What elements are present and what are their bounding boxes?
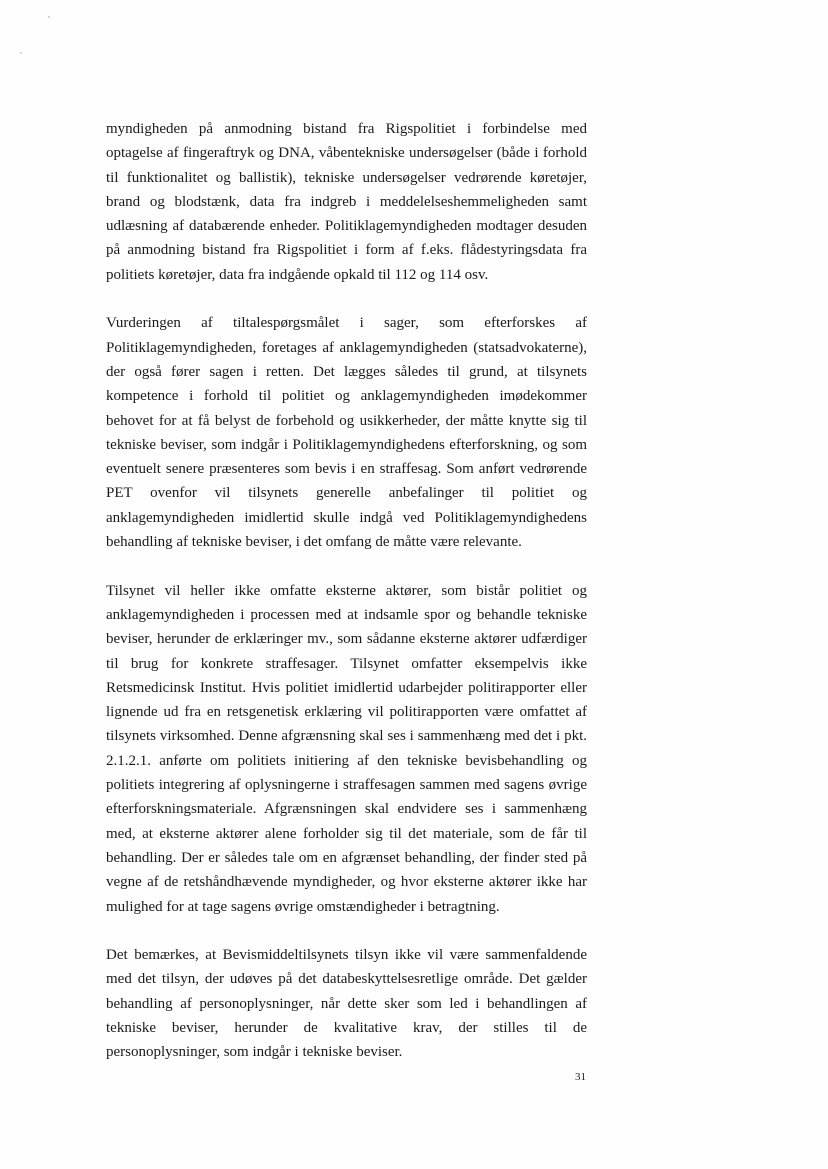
paragraph: Det bemærkes, at Bevismiddeltilsynets tilsyn ikke vil være sammenfaldende med det tilsyn, der udøves på det databeskyttelsesretlige område. Det gælder behandling af personoplysninger, når dette sker som led i behandlingen af tekniske beviser, herunder de kvalitative krav, der stilles til de personoplysninger, som indgår i tekniske beviser. (106, 947, 587, 1061)
paragraph: Vurderingen af tiltalespørgsmålet i sager, som efterforskes af Politiklagemyndigheden, foretages af anklagemyndigheden (statsadvokaterne), der også fører sagen i retten. Det lægges således til grund, at tilsynets kompetence i forhold til politiet og anklagemyndigheden imødekommer behovet for at få belyst de forbehold og usikkerheder, der måtte knytte sig til tekniske beviser, som indgår i Politiklagemyndighedens efterforskning, og som eventuelt senere præsenteres som bevis i en straffesag. Som anført vedrørende PET ovenfor vil tilsynets generelle anbefalinger til politiet og anklagemyndigheden imidlertid skulle indgå ved Politiklagemyndighedens behandling af tekniske beviser, i det omfang de måtte være relevante. (106, 315, 587, 551)
page-number: 31 (575, 1071, 586, 1083)
paragraph: myndigheden på anmodning bistand fra Rigspolitiet i forbindelse med optagelse af fingeraftryk og DNA, våbentekniske undersøgelser (både i forhold til funktionalitet og ballistik), tekniske undersøgelser vedrørende køretøjer, brand og blodstænk, data fra indgreb i meddelelseshemmeligheden samt udlæsning af databærende enheder. Politiklagemyndigheden modtager desuden på anmodning bistand fra Rigspolitiet i form af f.eks. flådestyringsdata fra politiets køretøjer, data fra indgående opkald til 112 og 114 osv. (106, 121, 587, 283)
scan-speck (48, 16, 50, 18)
scan-speck (20, 52, 22, 54)
body-text (106, 117, 587, 1089)
paragraph: Tilsynet vil heller ikke omfatte eksterne aktører, som bistår politiet og anklagemyndigheden i processen med at indsamle spor og behandle tekniske beviser, herunder de erklæringer mv., som sådanne eksterne aktører udfærdiger til brug for konkrete straffesager. Tilsynet omfatter eksempelvis ikke Retsmedicinsk Institut. Hvis politiet imidlertid udarbejder politirapporter eller lignende ud fra en retsgenetisk erklæring vil politirapporten være omfattet af tilsynets virksomhed. Denne afgrænsning skal ses i sammenhæng med det i pkt. 2.1.2.1. anførte om politiets initiering af den tekniske bevisbehandling og politiets integrering af oplysningerne i straffesagen sammen med sagens øvrige efterforskningsmateriale. Afgrænsningen skal endvidere ses i sammenhæng med, at eksterne aktører alene forholder sig til det materiale, som de får til behandling. Der er således tale om en afgrænset behandling, der finder sted på vegne af de retshåndhævende myndigheder, og hvor eksterne aktører ikke har mulighed for at tage sagens øvrige omstændigheder i betragtning. (106, 582, 587, 915)
